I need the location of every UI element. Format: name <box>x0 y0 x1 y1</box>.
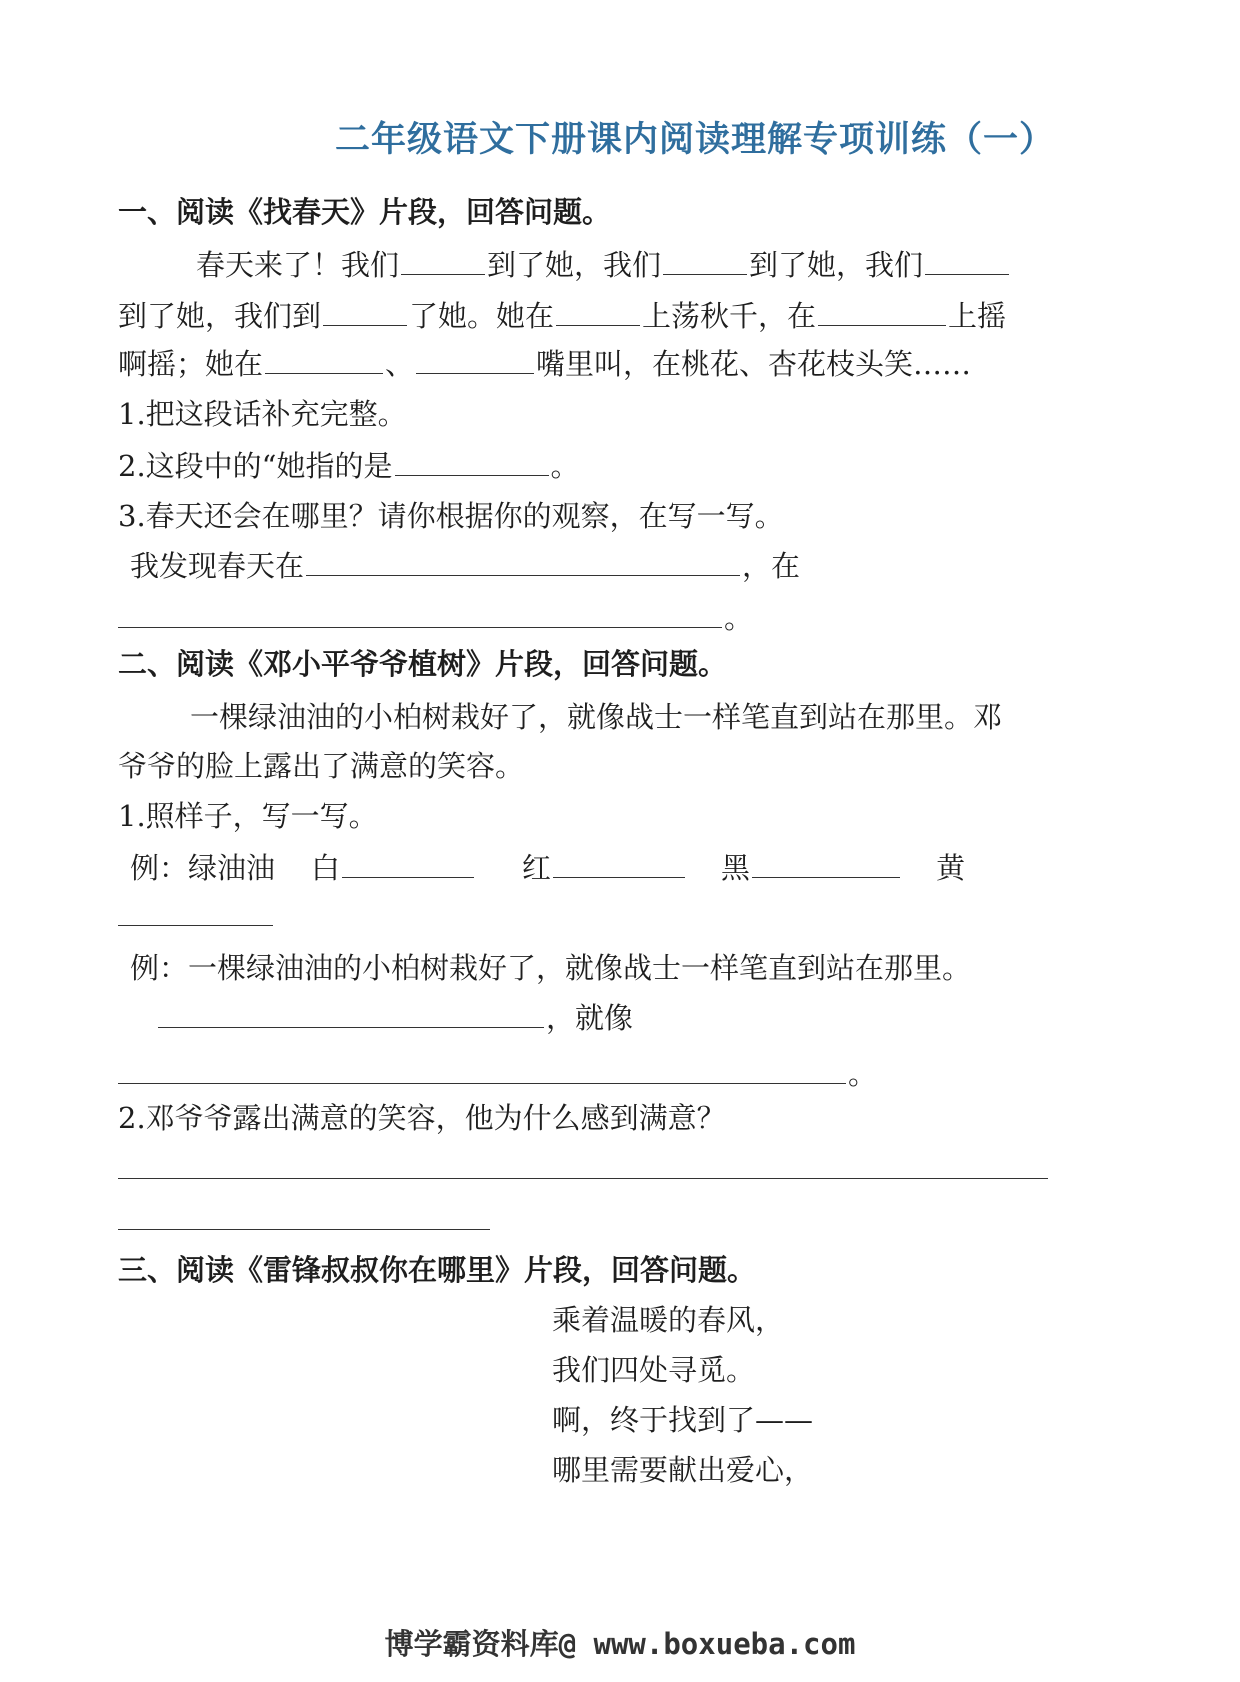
section-1-paragraph-line-1: 春天来了！我们 到了她，我们 到了她，我们 <box>118 245 1128 285</box>
fill-blank[interactable] <box>323 299 407 326</box>
section-2-question-2: 2.邓爷爷露出满意的笑容，他为什么感到满意？ <box>118 1101 726 1135</box>
section-2-heading: 二、阅读《邓小平爷爷植树》片段，回答问题。 <box>118 647 728 681</box>
answer-line[interactable] <box>118 925 273 926</box>
poem-line-4: 哪里需要献出爱心， <box>552 1453 814 1487</box>
section-1-question-3-fill: 我发现春天在 ，在 <box>130 549 801 583</box>
answer-line[interactable] <box>118 1057 846 1084</box>
section-1-question-3: 3.春天还会在哪里？请你根据你的观察，在写一写。 <box>118 499 784 533</box>
fill-blank[interactable] <box>553 851 685 878</box>
fill-blank[interactable] <box>556 299 640 326</box>
answer-line[interactable] <box>306 549 740 576</box>
section-1-question-1: 1.把这段话补充完整。 <box>118 397 407 431</box>
answer-line[interactable] <box>118 1229 490 1230</box>
fill-blank[interactable] <box>752 851 900 878</box>
answer-line[interactable] <box>118 1178 1048 1179</box>
poem-line-1: 乘着温暖的春风， <box>552 1303 785 1337</box>
fill-blank[interactable] <box>925 248 1009 275</box>
fill-blank[interactable] <box>395 449 549 476</box>
poem-line-3: 啊，终于找到了—— <box>552 1403 814 1437</box>
answer-line[interactable] <box>118 601 722 628</box>
section-2-example-1: 例：绿油油 白 红 黑 黄 <box>130 851 966 885</box>
fill-blank[interactable] <box>818 299 946 326</box>
section-1-paragraph-line-3: 啊摇；她在 、 嘴里叫，在桃花、杏花枝头笑…… <box>118 347 972 381</box>
section-2-example-2-line-2: 。 <box>118 1054 1128 1094</box>
section-2-example-2: 例：一棵绿油油的小柏树栽好了，就像战士一样笔直到站在那里。 <box>130 951 972 985</box>
section-2-example-2-fill: ，就像 <box>118 998 1128 1038</box>
fill-blank[interactable] <box>401 248 485 275</box>
section-1-question-2: 2.这段中的“她指的是 。 <box>118 449 580 483</box>
footer-watermark: 博学霸资料库@ www.boxueba.com <box>384 1627 856 1661</box>
section-1-heading: 一、阅读《找春天》片段，回答问题。 <box>118 195 612 229</box>
section-2-paragraph-line-2: 爷爷的脸上露出了满意的笑容。 <box>118 749 525 783</box>
page-title: 二年级语文下册课内阅读理解专项训练（一） <box>334 120 1055 160</box>
section-2-question-1: 1.照样子，写一写。 <box>118 799 378 833</box>
section-3-heading: 三、阅读《雷锋叔叔你在哪里》片段，回答问题。 <box>118 1253 757 1287</box>
section-2-paragraph-line-1: 一棵绿油油的小柏树栽好了，就像战士一样笔直到站在那里。邓 <box>190 700 1003 734</box>
section-1-answer-line-row: 。 <box>118 598 1128 638</box>
fill-blank[interactable] <box>265 347 383 374</box>
section-1-paragraph-line-2: 到了她，我们到 了她。她在 上荡秋千，在 上摇 <box>118 299 1007 333</box>
fill-blank[interactable] <box>663 248 747 275</box>
fill-blank[interactable] <box>342 851 474 878</box>
answer-line[interactable] <box>158 1001 544 1028</box>
poem-line-2: 我们四处寻觅。 <box>552 1353 756 1387</box>
fill-blank[interactable] <box>416 347 534 374</box>
